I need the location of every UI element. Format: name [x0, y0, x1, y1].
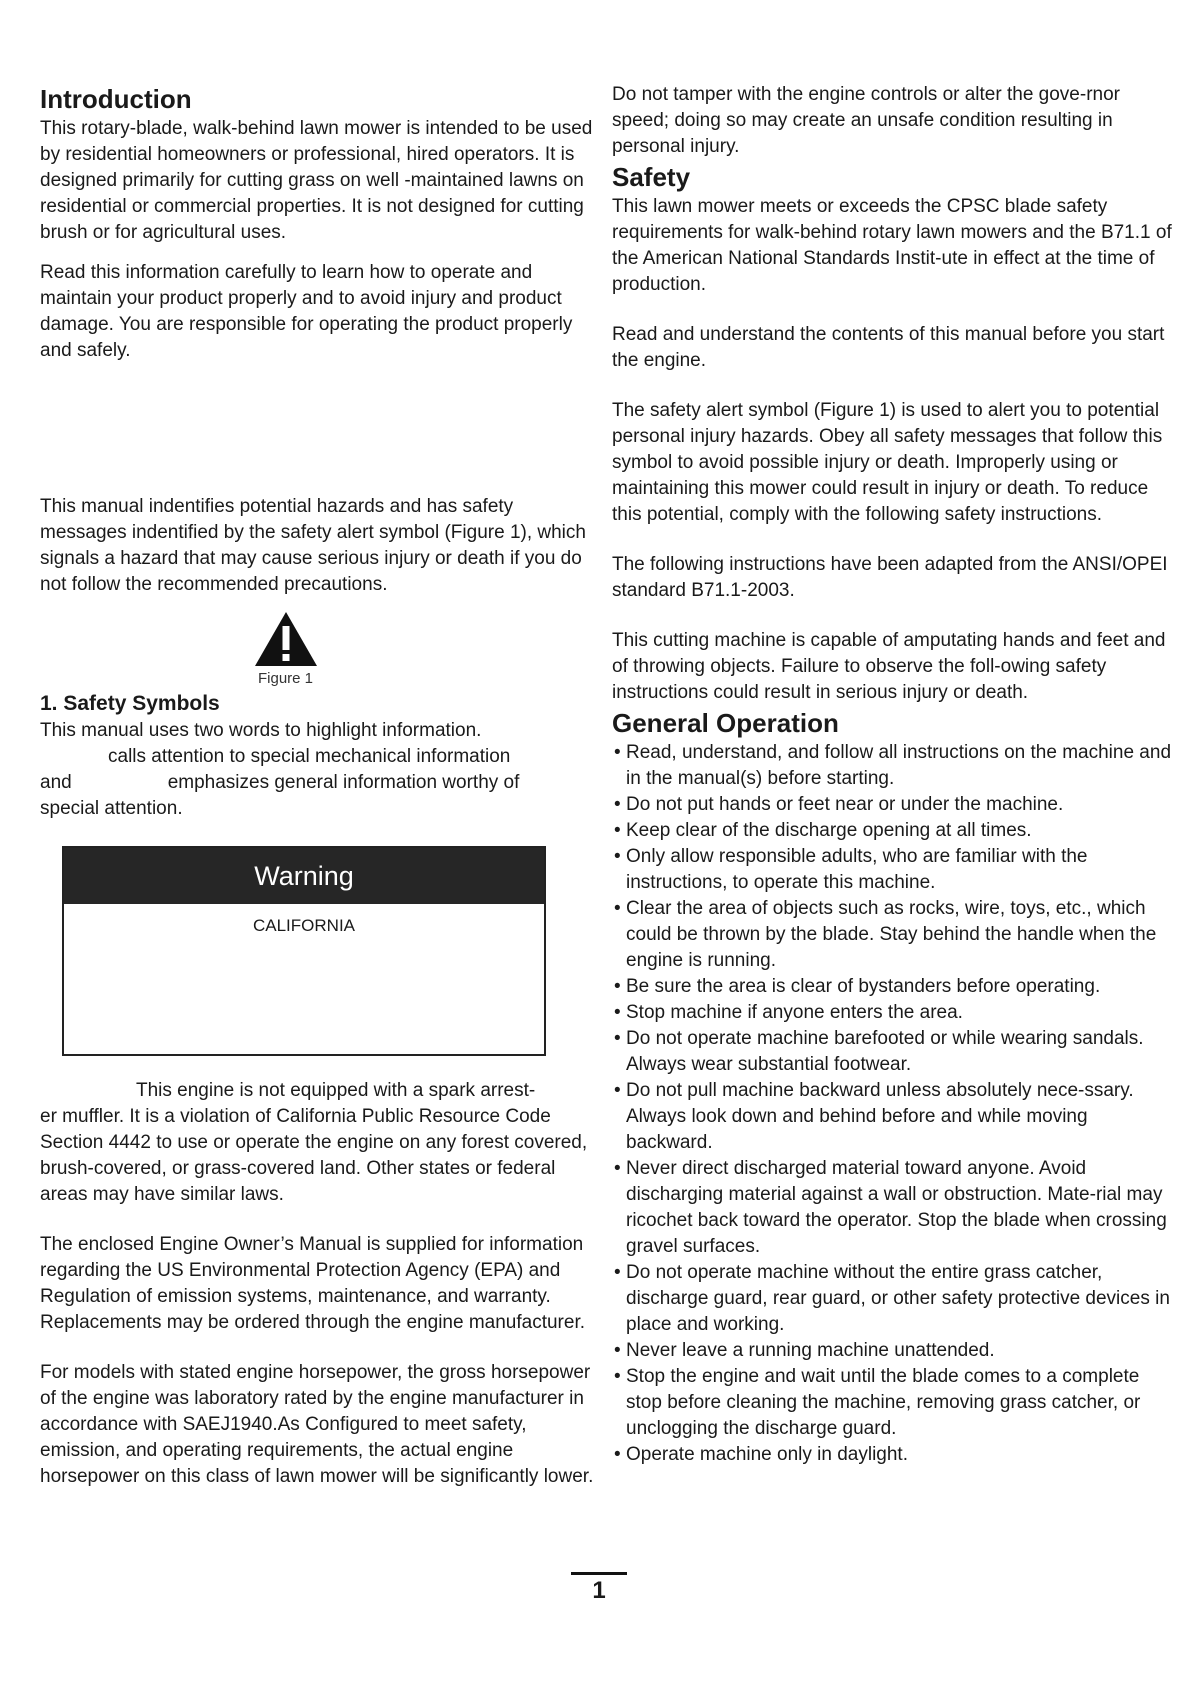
list-item-text: Read, understand, and follow all instructions on the machine and in the manual(s) before starting.	[626, 742, 1172, 789]
list-item-text: Stop machine if anyone enters the area.	[626, 1002, 963, 1023]
page-number	[571, 1572, 627, 1605]
list-item	[612, 1442, 1172, 1468]
list-item-text: Do not put hands or feet near or under the machine.	[626, 794, 1064, 815]
owners-manual-paragraph: The enclosed Engine Owner’s Manual is supplied for information regarding the US Environmental Protection Agency (EPA) and Regulation of emission systems, maintenance, and warranty. Replacements may be ordered through the engine manufacturer.	[40, 1234, 585, 1333]
safety-paragraph-5: This cutting machine is capable of amputating hands and feet and of throwing objects. Failure to observe the foll-owing safety instructions could result in serious injury or death.	[612, 630, 1166, 703]
general-operation-list	[612, 740, 1172, 1468]
list-item-text: Clear the area of objects such as rocks, wire, toys, etc., which could be thrown by the blade. Stay behind the handle when the engine is running.	[626, 898, 1157, 971]
general-operation-heading: General Operation	[612, 708, 839, 738]
list-item-text: Do not pull machine backward unless absolutely nece-ssary. Always look down and behind before and while moving backward.	[626, 1080, 1134, 1153]
safety-heading: Safety	[612, 162, 691, 192]
safety-symbols-heading: 1. Safety Symbols	[40, 692, 220, 715]
bullet-icon: •	[614, 898, 621, 919]
figure-caption: Figure 1	[258, 670, 314, 687]
intro-paragraph-2: Read this information carefully to learn how to operate and maintain your product properly and to avoid injury and product damage. You are responsible for operating the product properly and safely.	[40, 262, 573, 361]
list-item	[612, 1338, 1172, 1364]
list-item	[612, 844, 1172, 896]
bullet-icon: •	[614, 1262, 621, 1283]
bullet-icon: •	[614, 1002, 621, 1023]
page-number-rule	[571, 1572, 627, 1575]
symbols-line-3-text: emphasizes general information worthy of	[167, 772, 520, 793]
spark-arrester-line-1: This engine is not equipped with a spark arrest-	[136, 1080, 536, 1101]
introduction-heading: Introduction	[40, 84, 192, 114]
horsepower-paragraph: For models with stated engine horsepower, the gross horsepower of the engine was laboratory rated by the engine manufacturer in accordance with SAEJ1940.As Configured to meet safety, emission, and operating requirements, the actual engine horsepower on this class of lawn mower will be significantly lower.	[40, 1362, 594, 1487]
list-item	[612, 1026, 1172, 1078]
symbols-line-2: calls attention to special mechanical information	[108, 746, 511, 767]
list-item-text: Stop the engine and wait until the blade comes to a complete stop before cleaning the machine, removing grass catcher, or unclogging the discharge guard.	[626, 1366, 1141, 1439]
list-item	[612, 896, 1172, 974]
list-item-text: Never direct discharged material toward anyone. Avoid discharging material against a wall or obstruction. Mate-rial may ricochet back toward the operator. Stop the blade when crossing gravel surfaces.	[626, 1158, 1167, 1257]
list-item	[612, 1156, 1172, 1260]
figure-1	[40, 610, 600, 690]
bullet-icon: •	[614, 846, 621, 867]
symbols-line-4: special attention.	[40, 798, 183, 819]
intro-paragraph-1: This rotary-blade, walk-behind lawn mower is intended to be used by residential homeowners or professional, hired operators. It is designed primarily for cutting grass on well -maintained lawns on residential or commercial properties. It is not designed for cutting brush or for agricultural uses.	[40, 118, 593, 243]
list-item	[612, 792, 1172, 818]
spark-arrester-rest: er muffler. It is a violation of California Public Resource Code Section 4442 to use or operate the engine on any forest covered, brush-covered, or grass-covered land. Other states or federal areas may have similar laws.	[40, 1106, 588, 1205]
safety-paragraph-4: The following instructions have been adapted from the ANSI/OPEI standard B71.1-2003.	[612, 554, 1168, 601]
bullet-icon: •	[614, 1080, 621, 1101]
list-item-text: Keep clear of the discharge opening at all times.	[626, 820, 1032, 841]
list-item	[612, 818, 1172, 844]
bullet-icon: •	[614, 1158, 621, 1179]
list-item-text: Never leave a running machine unattended.	[626, 1340, 995, 1361]
right-column	[612, 82, 1172, 1468]
symbols-line-3	[40, 770, 600, 796]
bullet-icon: •	[614, 976, 621, 997]
list-item-text: Do not operate machine without the entire grass catcher, discharge guard, rear guard, or other safety protective devices in place and working.	[626, 1262, 1170, 1335]
page-number-text: 1	[592, 1577, 606, 1604]
bullet-icon: •	[614, 742, 621, 763]
list-item	[612, 1260, 1172, 1338]
left-column	[40, 82, 600, 1490]
bullet-icon: •	[614, 820, 621, 841]
list-item-text: Do not operate machine barefooted or while wearing sandals. Always wear substantial footwear.	[626, 1028, 1144, 1075]
list-item	[612, 1078, 1172, 1156]
symbols-line-3-prefix: and	[40, 772, 72, 793]
list-item-text: Only allow responsible adults, who are familiar with the instructions, to operate this machine.	[626, 846, 1088, 893]
list-item	[612, 1364, 1172, 1442]
list-item	[612, 740, 1172, 792]
safety-paragraph-2: Read and understand the contents of this manual before you start the engine.	[612, 324, 1165, 371]
list-item-text: Be sure the area is clear of bystanders before operating.	[626, 976, 1101, 997]
hazard-paragraph: This manual indentifies potential hazards and has safety messages indentified by the safety alert symbol (Figure 1), which signals a hazard that may cause serious injury or death if you do not follow the recommended precautions.	[40, 496, 586, 595]
safety-paragraph-1: This lawn mower meets or exceeds the CPSC blade safety requirements for walk-behind rotary lawn mowers and the B71.1 of the American National Standards Instit-ute in effect at the time of production.	[612, 196, 1172, 295]
warning-box-title: Warning	[64, 848, 544, 904]
california-warning-box	[62, 846, 546, 1056]
list-item	[612, 1000, 1172, 1026]
warning-box-body: CALIFORNIA	[252, 916, 356, 935]
safety-paragraph-3: The safety alert symbol (Figure 1) is used to alert you to potential personal injury hazards. Obey all safety messages that follow this symbol to avoid possible injury or death. Improperly using or maintaining this mower could result in injury or death. To reduce this potential, comply with the following safety instructions.	[612, 400, 1163, 525]
list-item	[612, 974, 1172, 1000]
bullet-icon: •	[614, 1340, 621, 1361]
warning-triangle-icon	[253, 610, 319, 668]
tamper-paragraph: Do not tamper with the engine controls or alter the gove-rnor speed; doing so may create an unsafe condition resulting in personal injury.	[612, 84, 1120, 157]
bullet-icon: •	[614, 794, 621, 815]
spark-arrester-paragraph	[40, 1078, 600, 1208]
list-item-text: Operate machine only in daylight.	[626, 1444, 908, 1465]
bullet-icon: •	[614, 1366, 621, 1387]
symbols-line-1: This manual uses two words to highlight information.	[40, 720, 482, 741]
bullet-icon: •	[614, 1444, 621, 1465]
bullet-icon: •	[614, 1028, 621, 1049]
